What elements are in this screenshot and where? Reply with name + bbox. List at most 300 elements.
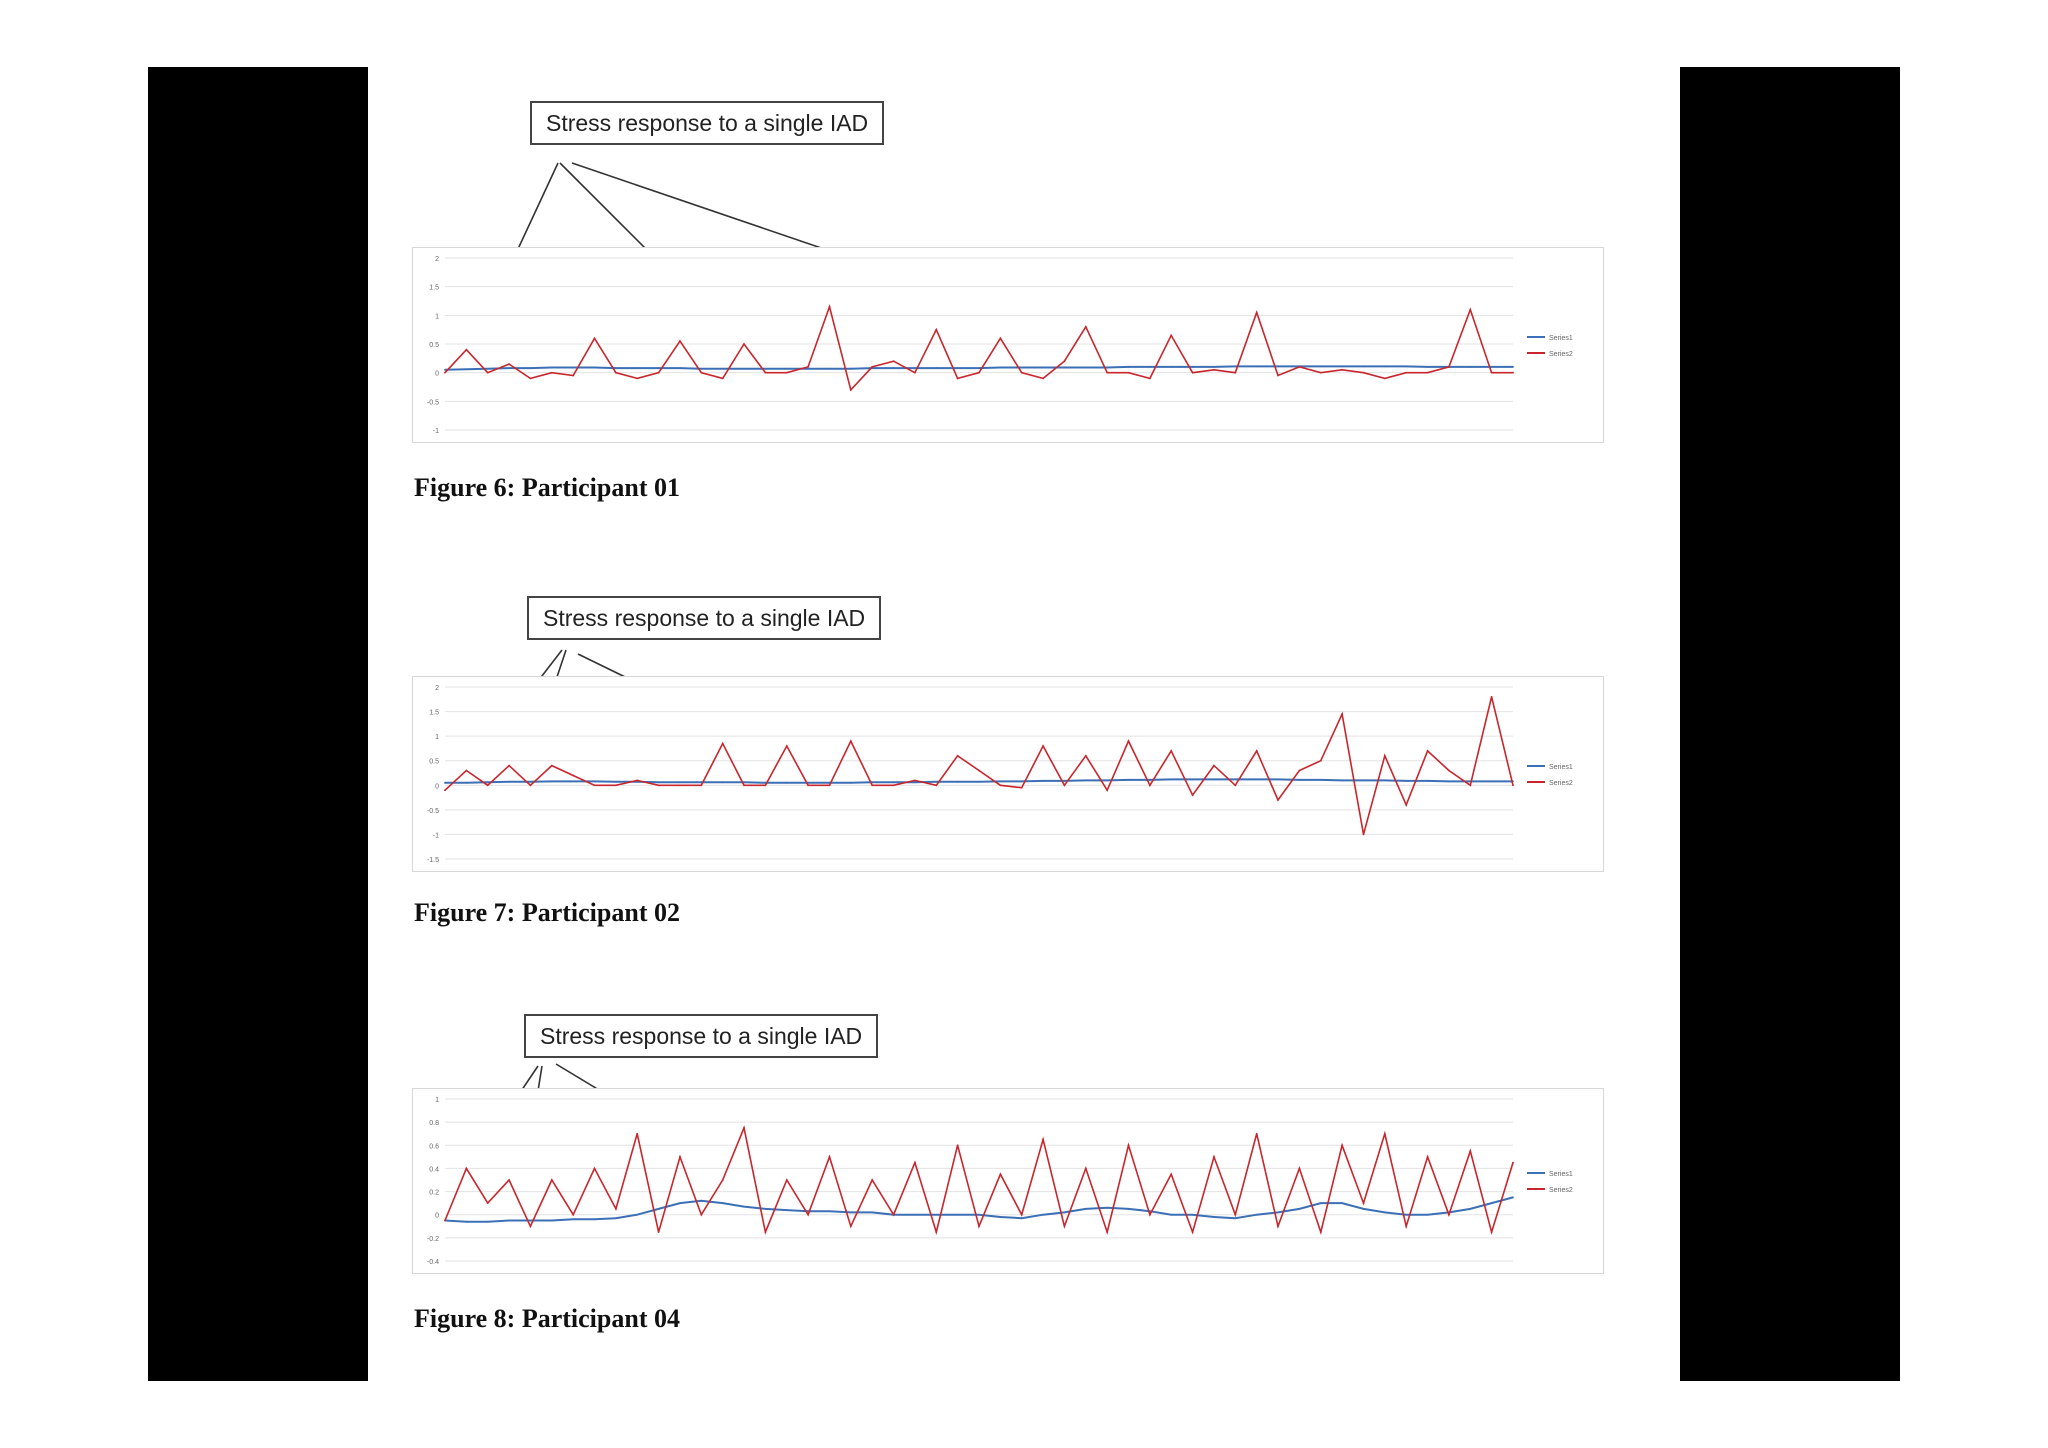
- data-point: [1277, 799, 1279, 801]
- data-point: [1192, 794, 1194, 796]
- y-tick-label: -0.2: [426, 1235, 439, 1243]
- data-point: [893, 1214, 895, 1216]
- data-point: [1512, 1162, 1514, 1164]
- figure-6-chart: [413, 248, 1603, 442]
- data-point: [1021, 787, 1023, 789]
- y-tick-label: 0.5: [429, 342, 439, 349]
- data-point: [465, 782, 467, 784]
- data-point: [1427, 1214, 1429, 1216]
- data-point: [679, 784, 681, 786]
- data-point: [1341, 1202, 1343, 1204]
- data-point: [850, 1212, 852, 1214]
- data-point: [1192, 366, 1194, 368]
- data-point: [935, 784, 937, 786]
- data-point: [551, 372, 553, 374]
- data-point: [786, 745, 788, 747]
- data-point: [1491, 1231, 1493, 1233]
- data-point: [1363, 372, 1365, 374]
- data-point: [1106, 367, 1108, 369]
- data-point: [1299, 1168, 1301, 1170]
- data-point: [1469, 366, 1471, 368]
- legend-label: Series2: [1549, 351, 1573, 358]
- data-point: [1234, 1217, 1236, 1219]
- data-point: [1064, 360, 1066, 362]
- data-point: [572, 1214, 574, 1216]
- data-point: [914, 372, 916, 374]
- data-point: [1491, 1202, 1493, 1204]
- y-tick-label: -1: [432, 832, 439, 840]
- data-point: [594, 1168, 596, 1170]
- data-point: [1405, 804, 1407, 806]
- data-point: [700, 1200, 702, 1202]
- data-point: [1064, 780, 1066, 782]
- data-point: [530, 1225, 532, 1227]
- data-point: [1491, 372, 1493, 374]
- y-tick-label: -0.5: [426, 399, 439, 407]
- data-point: [1149, 1214, 1151, 1216]
- data-point: [1170, 335, 1172, 337]
- data-point: [444, 372, 446, 374]
- data-point: [1341, 779, 1343, 781]
- data-point: [679, 781, 681, 783]
- data-point: [1448, 1214, 1450, 1216]
- data-point: [850, 740, 852, 742]
- legend-label: Series2: [1549, 780, 1573, 787]
- data-point: [1469, 1150, 1471, 1152]
- y-tick-label: 0.8: [429, 1120, 439, 1128]
- data-point: [743, 784, 745, 786]
- data-point: [978, 781, 980, 783]
- y-tick-label: 0: [435, 370, 439, 378]
- y-tick-label: 1.5: [429, 709, 439, 717]
- data-point: [1405, 1225, 1407, 1227]
- y-tick-label: 0.5: [429, 758, 439, 766]
- data-point: [743, 1127, 745, 1129]
- data-point: [530, 1220, 532, 1222]
- data-point: [1064, 784, 1066, 786]
- data-point: [551, 765, 553, 767]
- y-tick-label: 0: [435, 1212, 439, 1220]
- data-point: [1128, 740, 1130, 742]
- legend-label: Series1: [1549, 335, 1573, 342]
- data-point: [1021, 1214, 1023, 1216]
- data-point: [508, 781, 510, 783]
- data-point: [1149, 784, 1151, 786]
- figure-8-callout: Stress response to a single IAD: [524, 1014, 878, 1058]
- data-point: [1299, 366, 1301, 368]
- data-point: [786, 372, 788, 374]
- data-point: [700, 784, 702, 786]
- data-point: [530, 378, 532, 380]
- right-black-bar: [1680, 67, 1900, 1381]
- data-point: [1491, 780, 1493, 782]
- data-point: [1021, 372, 1023, 374]
- data-point: [1042, 745, 1044, 747]
- data-point: [1405, 780, 1407, 782]
- data-point: [914, 1162, 916, 1164]
- data-point: [615, 1217, 617, 1219]
- data-point: [444, 1220, 446, 1222]
- data-point: [1277, 1212, 1279, 1214]
- data-point: [722, 368, 724, 370]
- data-point: [1384, 755, 1386, 757]
- data-point: [1512, 784, 1514, 786]
- figure-6-callout: Stress response to a single IAD: [530, 101, 884, 145]
- data-point: [1234, 372, 1236, 374]
- data-point: [786, 782, 788, 784]
- series-line-2: [445, 307, 1513, 390]
- data-point: [829, 1210, 831, 1212]
- data-point: [1064, 1212, 1066, 1214]
- data-point: [1512, 1196, 1514, 1198]
- data-point: [1405, 1214, 1407, 1216]
- y-tick-label: 0.4: [429, 1166, 439, 1174]
- data-point: [1256, 750, 1258, 752]
- data-point: [1469, 309, 1471, 311]
- figure-6: [400, 95, 1620, 515]
- data-point: [1320, 372, 1322, 374]
- data-point: [572, 375, 574, 377]
- data-point: [1363, 834, 1365, 836]
- data-point: [1021, 1217, 1023, 1219]
- data-point: [1405, 365, 1407, 367]
- data-point: [530, 784, 532, 786]
- legend-label: Series1: [1549, 1171, 1573, 1178]
- data-point: [551, 1220, 553, 1222]
- data-point: [530, 367, 532, 369]
- data-point: [999, 784, 1001, 786]
- data-point: [465, 770, 467, 772]
- data-point: [1192, 372, 1194, 374]
- data-point: [572, 367, 574, 369]
- data-point: [658, 781, 660, 783]
- y-tick-label: 1: [435, 313, 439, 321]
- data-point: [1149, 366, 1151, 368]
- data-point: [957, 367, 959, 369]
- data-point: [957, 1144, 959, 1146]
- figure-7-chart: [413, 677, 1603, 871]
- data-point: [679, 367, 681, 369]
- data-point: [636, 779, 638, 781]
- y-tick-label: 2: [435, 685, 439, 692]
- data-point: [1427, 372, 1429, 374]
- data-point: [508, 367, 510, 369]
- data-point: [1213, 778, 1215, 780]
- legend-label: Series1: [1549, 764, 1573, 771]
- data-point: [978, 367, 980, 369]
- data-point: [615, 367, 617, 369]
- data-point: [1384, 378, 1386, 380]
- data-point: [1363, 365, 1365, 367]
- data-point: [1320, 760, 1322, 762]
- data-point: [1106, 789, 1108, 791]
- data-point: [679, 340, 681, 342]
- data-point: [1085, 1168, 1087, 1170]
- data-point: [743, 343, 745, 345]
- data-point: [1234, 784, 1236, 786]
- figure-7-callout: Stress response to a single IAD: [527, 596, 881, 640]
- data-point: [1170, 366, 1172, 368]
- data-point: [700, 1214, 702, 1216]
- data-point: [551, 780, 553, 782]
- data-point: [572, 775, 574, 777]
- data-point: [807, 368, 809, 370]
- figure-7-chart-frame: [412, 676, 1604, 872]
- data-point: [914, 367, 916, 369]
- data-point: [914, 1214, 916, 1216]
- data-point: [999, 1216, 1001, 1218]
- data-point: [1363, 779, 1365, 781]
- data-point: [636, 1214, 638, 1216]
- data-point: [893, 360, 895, 362]
- y-tick-label: 1.5: [429, 284, 439, 292]
- data-point: [1042, 1214, 1044, 1216]
- left-black-bar: [148, 67, 368, 1381]
- data-point: [1320, 779, 1322, 781]
- data-point: [551, 1179, 553, 1181]
- data-point: [508, 1179, 510, 1181]
- data-point: [1234, 778, 1236, 780]
- data-point: [1512, 372, 1514, 374]
- data-point: [1170, 750, 1172, 752]
- data-point: [978, 372, 980, 374]
- y-tick-label: 2: [435, 256, 439, 263]
- data-point: [1170, 1173, 1172, 1175]
- data-point: [1405, 372, 1407, 374]
- series-line-1: [445, 1197, 1513, 1221]
- data-point: [786, 368, 788, 370]
- data-point: [957, 1214, 959, 1216]
- data-point: [1170, 778, 1172, 780]
- data-point: [465, 1168, 467, 1170]
- data-point: [1128, 1208, 1130, 1210]
- data-point: [444, 789, 446, 791]
- series-line-2: [445, 697, 1513, 835]
- data-point: [1448, 366, 1450, 368]
- data-point: [1085, 367, 1087, 369]
- data-point: [551, 367, 553, 369]
- data-point: [594, 780, 596, 782]
- data-point: [700, 368, 702, 370]
- data-point: [722, 743, 724, 745]
- data-point: [999, 367, 1001, 369]
- data-point: [1085, 1208, 1087, 1210]
- data-point: [636, 1133, 638, 1135]
- data-point: [1427, 366, 1429, 368]
- data-point: [1299, 779, 1301, 781]
- data-point: [1341, 1144, 1343, 1146]
- data-point: [1277, 365, 1279, 367]
- y-tick-label: 0.6: [429, 1143, 439, 1151]
- y-tick-label: -0.5: [426, 807, 439, 815]
- data-point: [636, 367, 638, 369]
- data-point: [1021, 780, 1023, 782]
- data-point: [765, 1231, 767, 1233]
- data-point: [700, 372, 702, 374]
- data-point: [615, 372, 617, 374]
- data-point: [1299, 770, 1301, 772]
- data-point: [999, 780, 1001, 782]
- data-point: [722, 781, 724, 783]
- figure-6-caption: Figure 6: Participant 01: [414, 473, 680, 502]
- data-point: [1469, 784, 1471, 786]
- data-point: [1341, 713, 1343, 715]
- data-point: [1341, 365, 1343, 367]
- data-point: [1256, 312, 1258, 314]
- data-point: [487, 368, 489, 370]
- data-point: [999, 1173, 1001, 1175]
- figure-8: [400, 1008, 1620, 1348]
- data-point: [871, 366, 873, 368]
- data-point: [658, 1231, 660, 1233]
- data-point: [935, 367, 937, 369]
- y-tick-label: 1: [435, 734, 439, 742]
- data-point: [1042, 780, 1044, 782]
- data-point: [1299, 1208, 1301, 1210]
- data-point: [765, 372, 767, 374]
- data-point: [1064, 367, 1066, 369]
- data-point: [1427, 1156, 1429, 1158]
- data-point: [658, 1208, 660, 1210]
- data-point: [1512, 366, 1514, 368]
- data-point: [786, 1209, 788, 1211]
- data-point: [1128, 366, 1130, 368]
- figure-8-chart-frame: [412, 1088, 1604, 1274]
- data-point: [465, 368, 467, 370]
- data-point: [1149, 779, 1151, 781]
- data-point: [1213, 369, 1215, 371]
- data-point: [1256, 1214, 1258, 1216]
- data-point: [807, 784, 809, 786]
- data-point: [679, 1156, 681, 1158]
- data-point: [508, 363, 510, 365]
- data-point: [722, 1202, 724, 1204]
- data-point: [594, 1218, 596, 1220]
- data-point: [743, 368, 745, 370]
- data-point: [615, 784, 617, 786]
- data-point: [679, 1202, 681, 1204]
- data-point: [658, 367, 660, 369]
- data-point: [615, 1208, 617, 1210]
- data-point: [893, 781, 895, 783]
- data-point: [658, 372, 660, 374]
- data-point: [1384, 365, 1386, 367]
- data-point: [487, 1221, 489, 1223]
- data-point: [914, 779, 916, 781]
- data-point: [1469, 1208, 1471, 1210]
- data-point: [1341, 369, 1343, 371]
- data-point: [1042, 367, 1044, 369]
- data-point: [914, 781, 916, 783]
- data-point: [957, 378, 959, 380]
- data-point: [722, 378, 724, 380]
- data-point: [1427, 750, 1429, 752]
- data-point: [850, 782, 852, 784]
- data-point: [1106, 779, 1108, 781]
- data-point: [487, 781, 489, 783]
- data-point: [722, 1179, 724, 1181]
- data-point: [1320, 365, 1322, 367]
- data-point: [957, 755, 959, 757]
- data-point: [829, 784, 831, 786]
- data-point: [1213, 765, 1215, 767]
- series-line-2: [445, 1128, 1513, 1232]
- data-point: [1170, 1214, 1172, 1216]
- data-point: [465, 1221, 467, 1223]
- data-point: [1106, 1207, 1108, 1209]
- data-point: [1149, 378, 1151, 380]
- data-point: [978, 1214, 980, 1216]
- data-point: [1277, 778, 1279, 780]
- legend-label: Series2: [1549, 1187, 1573, 1194]
- data-point: [935, 781, 937, 783]
- data-point: [1427, 780, 1429, 782]
- data-point: [1320, 1202, 1322, 1204]
- data-point: [1277, 375, 1279, 377]
- data-point: [1064, 1225, 1066, 1227]
- data-point: [765, 784, 767, 786]
- data-point: [871, 1212, 873, 1214]
- data-point: [1384, 779, 1386, 781]
- data-point: [508, 765, 510, 767]
- y-tick-label: 1: [435, 1097, 439, 1104]
- data-point: [572, 1218, 574, 1220]
- data-point: [594, 337, 596, 339]
- data-point: [1448, 780, 1450, 782]
- data-point: [487, 372, 489, 374]
- figure-7: [400, 590, 1620, 940]
- figure-6-chart-frame: [412, 247, 1604, 443]
- data-point: [444, 782, 446, 784]
- data-point: [1106, 1231, 1108, 1233]
- data-point: [829, 306, 831, 308]
- data-point: [1234, 365, 1236, 367]
- data-point: [978, 770, 980, 772]
- data-point: [1234, 1214, 1236, 1216]
- data-point: [530, 781, 532, 783]
- data-point: [1213, 366, 1215, 368]
- data-point: [572, 780, 574, 782]
- data-point: [1021, 367, 1023, 369]
- data-point: [850, 389, 852, 391]
- data-point: [1256, 365, 1258, 367]
- figure-8-chart: [413, 1089, 1603, 1273]
- data-point: [1106, 372, 1108, 374]
- data-point: [444, 369, 446, 371]
- data-point: [1085, 779, 1087, 781]
- data-point: [871, 784, 873, 786]
- data-point: [893, 784, 895, 786]
- data-point: [1277, 1225, 1279, 1227]
- data-point: [1384, 1212, 1386, 1214]
- data-point: [615, 781, 617, 783]
- data-point: [978, 1225, 980, 1227]
- data-point: [807, 366, 809, 368]
- data-point: [1256, 778, 1258, 780]
- data-point: [850, 368, 852, 370]
- data-point: [1384, 1133, 1386, 1135]
- data-point: [1192, 778, 1194, 780]
- data-point: [465, 349, 467, 351]
- data-point: [487, 1202, 489, 1204]
- y-tick-label: -0.4: [426, 1259, 439, 1266]
- figure-8-caption: Figure 8: Participant 04: [414, 1304, 680, 1333]
- data-point: [594, 367, 596, 369]
- data-point: [508, 1220, 510, 1222]
- data-point: [1213, 1216, 1215, 1218]
- data-point: [658, 784, 660, 786]
- data-point: [935, 1231, 937, 1233]
